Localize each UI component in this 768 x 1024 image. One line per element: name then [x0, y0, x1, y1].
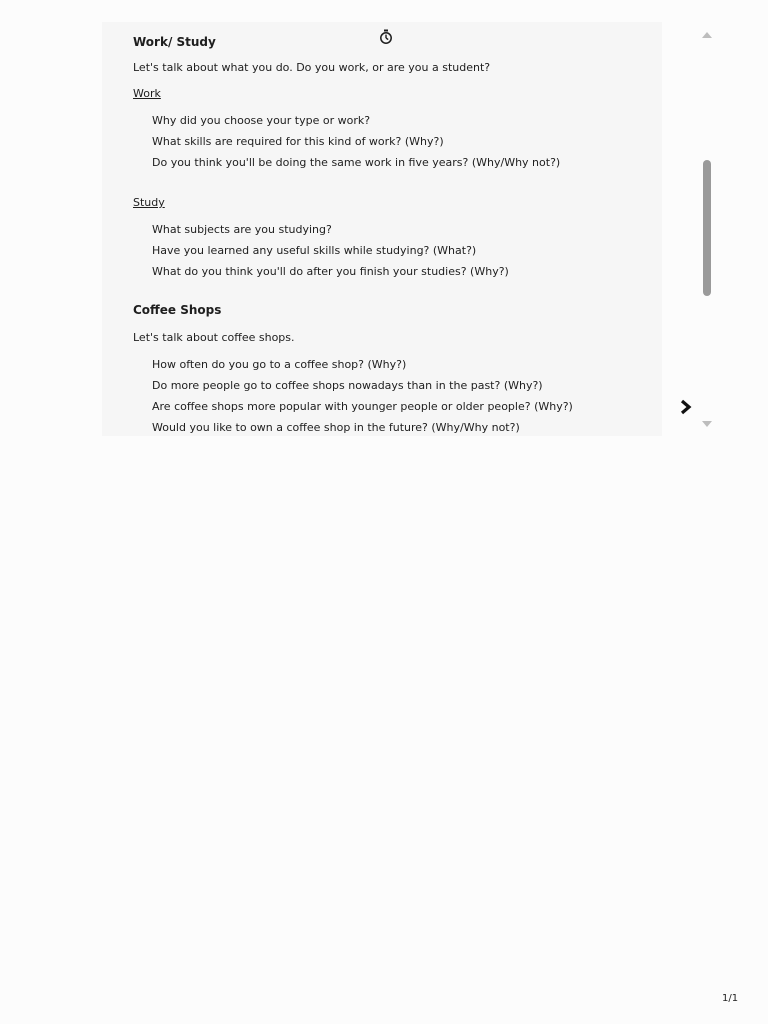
- question-item: Why did you choose your type or work?: [152, 114, 371, 127]
- section-title-coffee-shops: Coffee Shops: [133, 303, 222, 317]
- question-item: Have you learned any useful skills while studying? (What?): [152, 244, 477, 257]
- question-item: Do more people go to coffee shops nowadays than in the past? (Why?): [152, 379, 543, 392]
- section-intro: Let's talk about coffee shops.: [133, 331, 295, 344]
- subheading-work: Work: [133, 87, 161, 100]
- subheading-study: Study: [133, 196, 165, 209]
- question-item: What do you think you'll do after you finish your studies? (Why?): [152, 265, 509, 278]
- scroll-down-arrow-icon[interactable]: [702, 421, 712, 427]
- question-item: Do you think you'll be doing the same work in five years? (Why/Why not?): [152, 156, 561, 169]
- question-item: What subjects are you studying?: [152, 223, 332, 236]
- section-title-work-study: Work/ Study: [133, 35, 216, 49]
- scrollbar-thumb[interactable]: [703, 160, 711, 296]
- question-item: How often do you go to a coffee shop? (Why?): [152, 358, 407, 371]
- page-indicator: 1/1: [722, 993, 739, 1004]
- questions-content: [133, 30, 673, 438]
- question-item: Are coffee shops more popular with younger people or older people? (Why?): [152, 400, 573, 413]
- section-intro: Let's talk about what you do. Do you work, or are you a student?: [133, 61, 491, 74]
- question-item: What skills are required for this kind of work? (Why?): [152, 135, 444, 148]
- chevron-right-icon[interactable]: [678, 398, 694, 416]
- scroll-up-arrow-icon[interactable]: [702, 32, 712, 38]
- question-item: Would you like to own a coffee shop in the future? (Why/Why not?): [152, 421, 520, 434]
